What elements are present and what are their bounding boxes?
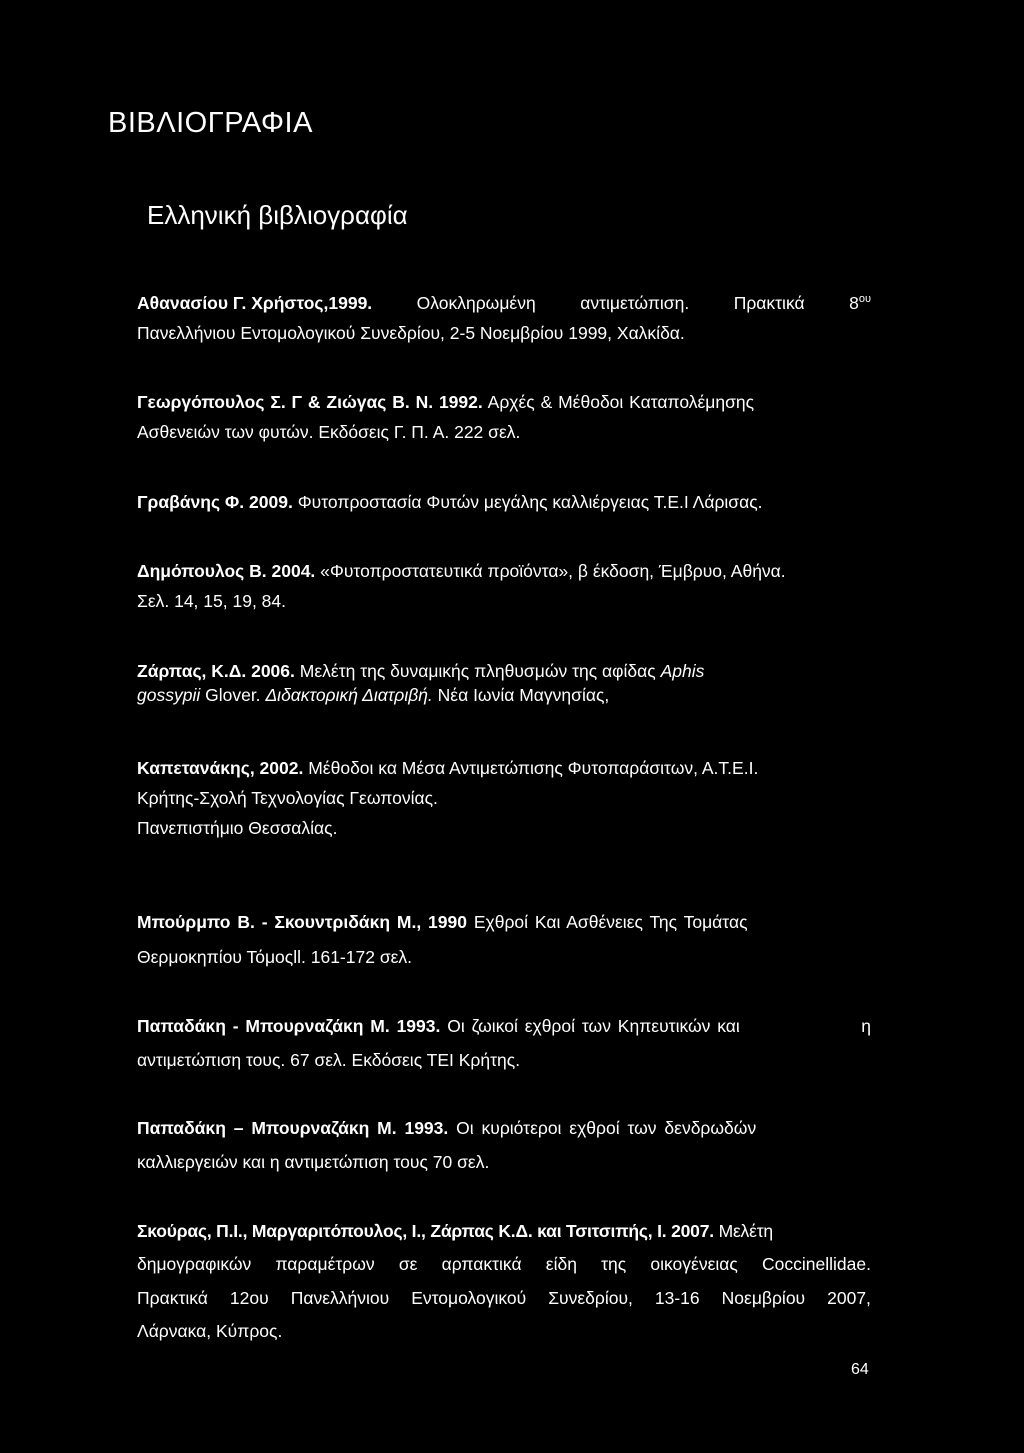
reference-10-word: σε [398, 1254, 418, 1274]
reference-10-title-start: Μελέτη [718, 1221, 773, 1241]
reference-4-authors: Δημόπουλος Β. 2004. [137, 561, 316, 581]
reference-3-authors: Γραβάνης Φ. 2009. [137, 492, 293, 512]
reference-7-line-1 [137, 911, 748, 933]
reference-2-line-1 [137, 391, 754, 413]
reference-6-line-2: Κρήτης-Σχολή Τεχνολογίας Γεωπονίας. [137, 788, 438, 808]
reference-10-word: παραμέτρων [275, 1254, 375, 1274]
reference-10-word: είδη [545, 1254, 577, 1274]
reference-7-line-2: Θερμοκηπίου Τόμοςll. 161-172 σελ. [137, 947, 413, 967]
reference-2-authors: Γεωργόπουλος Σ. Γ & Ζιώγας Β. Ν. 1992. [137, 392, 483, 412]
reference-1-line-1 [137, 292, 871, 314]
reference-5-line-1 [137, 660, 704, 682]
reference-5-species: Aphis [660, 661, 705, 681]
reference-9-line-2: καλλιεργειών και η αντιμετώπιση τους 70 σελ. [137, 1152, 490, 1172]
reference-4-line-1 [137, 560, 786, 582]
reference-10-line-1 [137, 1220, 773, 1242]
reference-7-title: Εχθροί Και Ασθένειες Της Τομάτας [473, 912, 748, 932]
reference-5-species: gossypii [137, 685, 201, 705]
reference-1-word: Ολοκληρωμένη [416, 293, 536, 313]
reference-10-word: 12ου [229, 1288, 269, 1308]
reference-8-line-2: αντιμετώπιση τους. 67 σελ. Εκδόσεις ΤΕΙ Κρήτης. [137, 1050, 521, 1070]
reference-5-place: Νέα Ιωνία Μαγνησίας, [437, 685, 610, 705]
reference-9-title: Οι κυριότεροι εχθροί των δενδρωδών [456, 1118, 757, 1138]
reference-10-word: της [601, 1254, 627, 1274]
ordinal-suffix: ου [858, 293, 871, 305]
reference-3-text: Φυτοπροστασία Φυτών μεγάλης καλλιέργειας Τ.Ε.Ι Λάρισας. [297, 492, 763, 512]
reference-7-authors: Μπούρμπο Β. - Σκουντριδάκη Μ., 1990 [137, 912, 467, 932]
reference-10-word: Νοεμβρίου [721, 1288, 806, 1308]
reference-2-line-2: Ασθενειών των φυτών. Εκδόσεις Γ. Π. Α. 222 σελ. [137, 422, 521, 442]
reference-8-authors: Παπαδάκη - Μπουρναζάκη Μ. 1993. [137, 1016, 441, 1036]
reference-1-authors: Αθανασίου Γ. Χρήστος,1999. [137, 293, 373, 313]
reference-5-title: Μελέτη της δυναμικής πληθυσμών της αφίδας [299, 661, 656, 681]
reference-3 [137, 491, 763, 513]
reference-6-title: Μέθοδοι κα Μέσα Αντιμετώπισης Φυτοπαράσιτων, Α.Τ.Ε.Ι. [308, 758, 759, 778]
reference-1-ordinal [849, 292, 871, 314]
reference-9-authors: Παπαδάκη – Μπουρναζάκη Μ. 1993. [137, 1118, 449, 1138]
reference-5-species-author: Glover. [205, 685, 261, 705]
reference-8-line-1 [137, 1015, 871, 1037]
reference-5-line-2 [137, 684, 609, 706]
reference-8-title: Οι ζωικοί εχθροί των Κηπευτικών και [447, 1016, 740, 1036]
reference-10-word: οικογένειας [650, 1254, 738, 1274]
reference-10-word: Εντομολογικού [411, 1288, 527, 1308]
section-title: Ελληνική βιβλιογραφία [147, 200, 408, 230]
reference-10-word: Πανελλήνιου [290, 1288, 390, 1308]
reference-8-title-end: η [861, 1016, 871, 1036]
reference-10-authors: Σκούρας, Π.Ι., Μαργαριτόπουλος, Ι., Ζάρπας Κ.Δ. και Τσιτσιπής, Ι. 2007. [137, 1221, 714, 1241]
reference-9-line-1 [137, 1117, 756, 1139]
reference-10-line-3 [137, 1287, 871, 1309]
ordinal-number: 8 [849, 293, 859, 313]
page-title: ΒΙΒΛΙΟΓΡΑΦΙΑ [108, 107, 313, 139]
reference-2-title: Αρχές & Μέθοδοι Καταπολέμησης [487, 392, 755, 412]
reference-1-word: αντιμετώπιση. [580, 293, 690, 313]
reference-5-authors: Ζάρπας, Κ.Δ. 2006. [137, 661, 295, 681]
reference-1-line-2: Πανελλήνιου Εντομολογικού Συνεδρίου, 2-5 Νοεμβρίου 1999, Χαλκίδα. [137, 323, 685, 343]
page-number: 64 [851, 1361, 869, 1378]
reference-8-main [137, 1015, 740, 1037]
reference-10-word: 13-16 [654, 1288, 700, 1308]
reference-10-word: Πρακτικά [137, 1288, 208, 1308]
reference-10-word: 2007, [827, 1288, 871, 1308]
reference-4-line-2: Σελ. 14, 15, 19, 84. [137, 591, 286, 611]
reference-10-word: αρπακτικά [441, 1254, 522, 1274]
reference-6-line-3: Πανεπιστήμιο Θεσσαλίας. [137, 818, 338, 838]
reference-10-word: δημογραφικών [137, 1254, 252, 1274]
reference-5-thesis: Διδακτορική Διατριβή. [265, 685, 433, 705]
reference-10-line-2 [137, 1253, 871, 1275]
reference-1-word: Πρακτικά [733, 293, 805, 313]
reference-6-line-1 [137, 757, 758, 779]
reference-10-word: Coccinellidae. [761, 1254, 871, 1274]
reference-10-word: Συνεδρίου, [548, 1288, 633, 1308]
reference-4-title: «Φυτοπροστατευτικά προϊόντα», β έκδοση, Έμβρυο, Αθήνα. [320, 561, 786, 581]
reference-6-authors: Καπετανάκης, 2002. [137, 758, 304, 778]
reference-10-line-4: Λάρνακα, Κύπρος. [137, 1321, 283, 1341]
